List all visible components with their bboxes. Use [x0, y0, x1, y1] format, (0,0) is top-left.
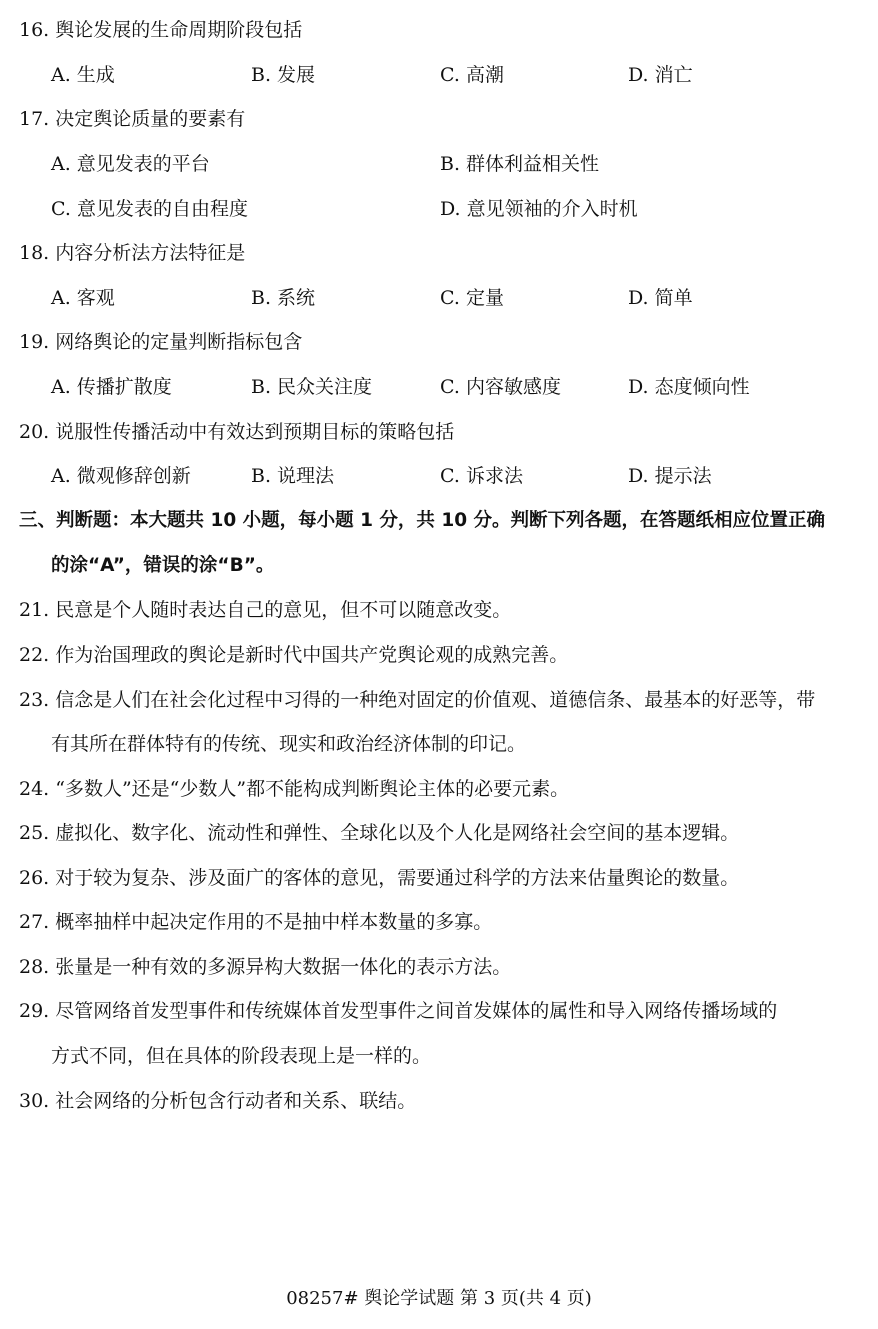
question-16-option-a: A. 生成	[51, 64, 115, 86]
question-17-option-a: A. 意见发表的平台	[51, 153, 210, 175]
question-19-stem: 19. 网络舆论的定量判断指标包含	[19, 331, 303, 353]
question-18-option-c: C. 定量	[440, 287, 504, 309]
question-19-option-d: D. 态度倾向性	[628, 376, 750, 398]
question-22: 22. 作为治国理政的舆论是新时代中国共产党舆论观的成熟完善。	[19, 644, 569, 666]
section-3-header-continued: 的涂“A”，错误的涂“B”。	[51, 555, 275, 576]
question-25: 25. 虚拟化、数字化、流动性和弹性、全球化以及个人化是网络社会空间的基本逻辑。	[19, 822, 740, 844]
question-17-option-b: B. 群体利益相关性	[440, 153, 600, 175]
question-27: 27. 概率抽样中起决定作用的不是抽中样本数量的多寡。	[19, 911, 493, 933]
question-18-stem: 18. 内容分析法方法特征是	[19, 242, 246, 264]
question-19-option-b: B. 民众关注度	[251, 376, 373, 398]
question-16-stem: 16. 舆论发展的生命周期阶段包括	[19, 19, 303, 41]
question-28: 28. 张量是一种有效的多源异构大数据一体化的表示方法。	[19, 956, 512, 978]
page-footer: 08257# 舆论学试题 第 3 页(共 4 页)	[286, 1288, 592, 1309]
question-18-option-a: A. 客观	[51, 287, 115, 309]
question-30: 30. 社会网络的分析包含行动者和关系、联结。	[19, 1090, 417, 1112]
question-21: 21. 民意是个人随时表达自己的意见，但不可以随意改变。	[19, 599, 512, 621]
question-19-option-c: C. 内容敏感度	[440, 376, 561, 398]
question-29-continued: 方式不同，但在具体的阶段表现上是一样的。	[51, 1045, 432, 1067]
question-29: 29. 尽管网络首发型事件和传统媒体首发型事件之间首发媒体的属性和导入网络传播场域的	[19, 1000, 778, 1022]
question-17-stem: 17. 决定舆论质量的要素有	[19, 108, 246, 130]
question-20-option-d: D. 提示法	[628, 465, 712, 487]
question-16-option-c: C. 高潮	[440, 64, 504, 86]
question-23: 23. 信念是人们在社会化过程中习得的一种绝对固定的价值观、道德信条、最基本的好恶等，带	[19, 689, 816, 711]
question-26: 26. 对于较为复杂、涉及面广的客体的意见，需要通过科学的方法来估量舆论的数量。	[19, 867, 740, 889]
question-20-stem: 20. 说服性传播活动中有效达到预期目标的策略包括	[19, 421, 455, 443]
question-20-option-c: C. 诉求法	[440, 465, 523, 487]
section-3-header: 三、判断题：本大题共 10 小题，每小题 1 分，共 10 分。判断下列各题，在答题纸相应位置正确	[19, 510, 826, 531]
question-18-option-b: B. 系统	[251, 287, 316, 309]
question-17-option-d: D. 意见领袖的介入时机	[440, 198, 638, 220]
question-24: 24. “多数人”还是“少数人”都不能构成判断舆论主体的必要元素。	[19, 778, 570, 800]
question-17-option-c: C. 意见发表的自由程度	[51, 198, 248, 220]
question-19-option-a: A. 传播扩散度	[51, 376, 172, 398]
question-16-option-d: D. 消亡	[628, 64, 693, 86]
question-20-option-b: B. 说理法	[251, 465, 335, 487]
question-23-continued: 有其所在群体特有的传统、现实和政治经济体制的印记。	[51, 733, 527, 755]
question-16-option-b: B. 发展	[251, 64, 316, 86]
question-18-option-d: D. 简单	[628, 287, 693, 309]
question-20-option-a: A. 微观修辞创新	[51, 465, 191, 487]
